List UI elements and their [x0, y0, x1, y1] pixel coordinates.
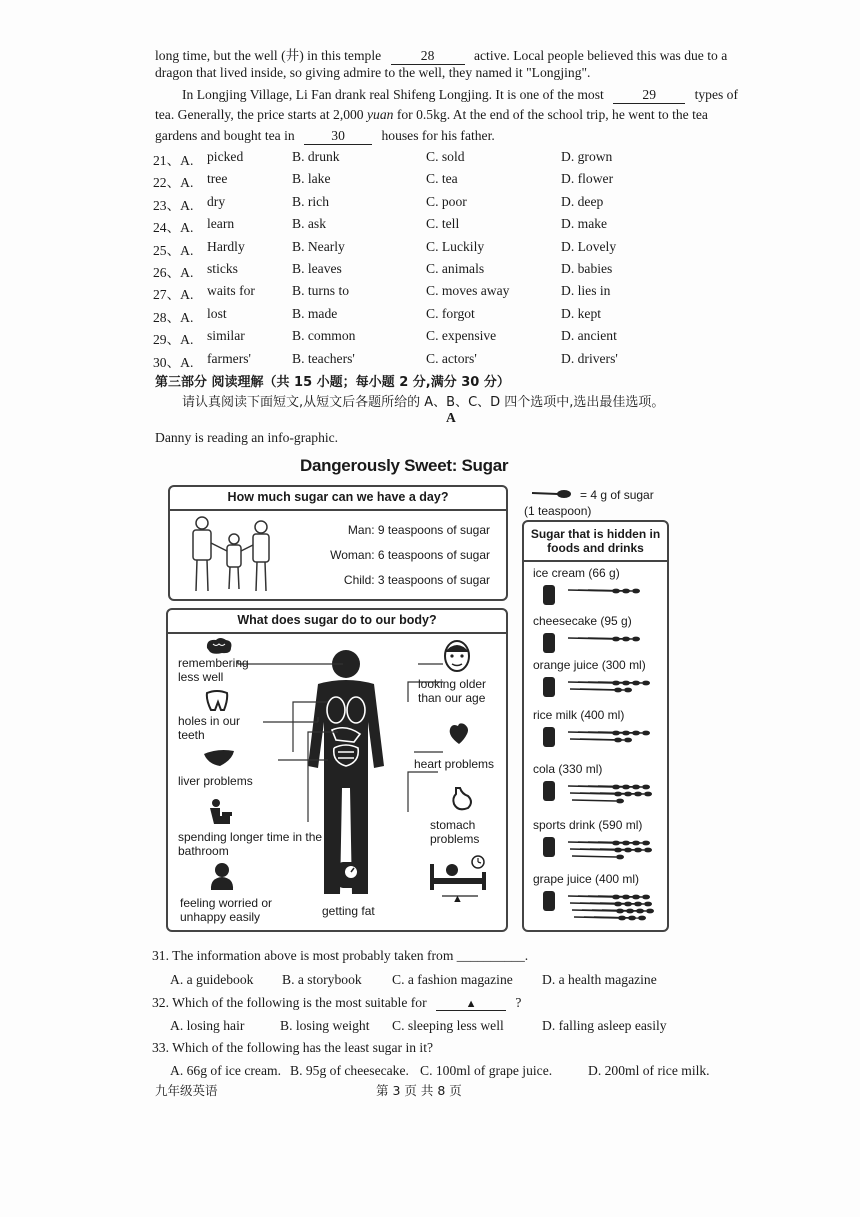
teaspoon-mark [616, 799, 624, 804]
teaspoon-group [566, 892, 658, 926]
teaspoon-mark [598, 842, 642, 843]
part-label: A [446, 410, 456, 425]
option-num: 29、A. [153, 332, 194, 348]
daily-sugar-box [168, 485, 508, 601]
teaspoon-mark [572, 800, 616, 801]
cake-icon [538, 630, 560, 656]
passage-text: active. Local people believed this was due to a [473, 48, 728, 63]
bottle-icon [538, 888, 560, 914]
teaspoon-group [566, 634, 658, 647]
teaspoon-mark [572, 856, 616, 857]
effect-fat: getting fat [322, 904, 375, 918]
teaspoon-mark [638, 916, 646, 921]
option-b: B. turns to [292, 283, 350, 299]
effect-older: looking older than our age [418, 677, 487, 705]
liver-icon [202, 748, 236, 768]
infographic-title: Dangerously Sweet: Sugar [300, 456, 509, 475]
effect-liver: liver problems [178, 774, 253, 788]
q32-option-a: A. losing hair [170, 1018, 245, 1033]
teaspoon-mark [632, 637, 640, 642]
teaspoon-group [566, 586, 658, 599]
blank-28: 28 [391, 48, 465, 65]
option-d: D. deep [561, 193, 604, 209]
passage-text: gardens and bought tea in [155, 128, 295, 143]
q31-option-d: D. a health magazine [542, 972, 657, 987]
option-a: picked [207, 149, 244, 164]
passage-line-4 [155, 107, 708, 123]
q33-option-b: B. 95g of cheesecake. [290, 1063, 409, 1078]
option-c: C. tell [426, 216, 460, 232]
brain-icon [204, 636, 234, 656]
teaspoon-mark [598, 732, 642, 733]
passage-text: types of [694, 87, 739, 102]
blank-29: 29 [613, 87, 685, 104]
blank-mark: ▲ [436, 998, 506, 1011]
teaspoon-mark [642, 895, 650, 900]
option-num: 23、A. [153, 197, 194, 213]
q33-option-d: D. 200ml of rice milk. [588, 1063, 710, 1078]
option-d: D. grown [561, 149, 613, 164]
teaspoon-mark [600, 903, 644, 904]
option-d: D. Lovely [561, 238, 617, 254]
ice-cream-icon [538, 582, 560, 608]
option-b: B. common [292, 328, 356, 344]
tooth-icon [204, 690, 230, 712]
q31-option-c: C. a fashion magazine [392, 972, 513, 987]
option-d: D. ancient [561, 328, 617, 344]
toilet-icon [206, 798, 234, 826]
intro-text: Danny is reading an info-graphic. [155, 430, 339, 445]
teaspoon-mark [642, 785, 650, 790]
question-32 [152, 995, 521, 1011]
passage-text: houses for his father. [381, 128, 495, 143]
blank-30: 30 [304, 128, 372, 145]
q31-option-a: A. a guidebook [170, 972, 254, 987]
option-b: B. made [292, 305, 338, 321]
effect-remembering: remembering less well [178, 656, 249, 684]
option-b: B. rich [292, 193, 329, 209]
teaspoon-mark [624, 738, 632, 743]
carton-icon [538, 724, 560, 750]
option-num: 26、A. [153, 265, 194, 280]
passage-line-1 [155, 44, 727, 65]
option-b: B. ask [292, 216, 326, 232]
worried-person-icon [208, 862, 236, 892]
option-a: lost [207, 305, 227, 321]
effect-heart: heart problems [414, 757, 495, 771]
q31-option-b: B. a storybook [282, 972, 362, 987]
effect-worried: feeling worried or unhappy easily [180, 896, 273, 924]
option-d: D. make [561, 216, 608, 232]
passage-text: long time, but the well (井) in this temple [155, 48, 382, 63]
option-d: D. kept [561, 305, 602, 321]
heart-icon [448, 722, 470, 746]
option-a: learn [207, 216, 235, 232]
teaspoon-mark [580, 739, 624, 740]
section-instruction: 请认真阅读下面短文,从短文后各题所给的 A、B、C、D 四个选项中,选出最佳选项。 [182, 395, 665, 410]
passage-text: for 0.5kg. At the end of the school trip, he went to the tea [396, 107, 708, 122]
option-num: 22、A. [153, 175, 194, 191]
option-a: dry [207, 193, 226, 209]
teaspoon-mark [588, 638, 632, 639]
option-c: C. forgot [426, 305, 475, 321]
sports-bottle-icon [538, 834, 560, 860]
orange-icon [538, 674, 560, 700]
passage-text: In Longjing Village, Li Fan drank real Shifeng Longjing. It is one of the most [182, 87, 604, 102]
teaspoon-mark [624, 688, 632, 693]
option-a: waits for [207, 283, 255, 299]
option-b: B. lake [292, 171, 331, 187]
option-c: C. actors' [426, 350, 477, 366]
option-d: D. babies [561, 261, 613, 276]
option-d: D. lies in [561, 283, 611, 299]
scale-icon [336, 860, 366, 890]
option-a: farmers' [207, 350, 251, 366]
hidden-food-label: cola (330 ml) [533, 762, 603, 776]
option-num: 24、A. [153, 220, 194, 236]
q32-option-b: B. losing weight [280, 1018, 370, 1033]
teaspoon-mark [644, 848, 652, 853]
teaspoon-mark [580, 689, 624, 690]
question-33: 33. Which of the following has the least sugar in it? [152, 1040, 434, 1055]
option-a: tree [207, 171, 228, 187]
option-c: C. expensive [426, 328, 497, 344]
hidden-food-label: rice milk (400 ml) [533, 708, 625, 722]
teaspoon-mark [600, 793, 644, 794]
option-b: B. drunk [292, 149, 340, 164]
teaspoon-group [566, 782, 658, 809]
teaspoon-group [566, 728, 658, 748]
bottle-icon [538, 778, 560, 804]
option-num: 25、A. [153, 242, 194, 258]
teaspoon-mark [644, 792, 652, 797]
body-heading: What does sugar do to our body? [237, 613, 437, 627]
passage-text: tea. Generally, the price starts at 2,000 [155, 107, 364, 122]
option-num: 30、A. [153, 354, 194, 370]
option-c: C. poor [426, 193, 467, 209]
teaspoon-mark [598, 786, 642, 787]
effect-stomach: stomach problems [430, 818, 480, 846]
teaspoon-icon [530, 487, 572, 501]
hidden-sugar-box [522, 520, 669, 932]
hidden-food-label: ice cream (66 g) [533, 566, 620, 580]
q32-option-d: D. falling asleep easily [542, 1018, 667, 1033]
teaspoon-mark [642, 731, 650, 736]
option-c: C. moves away [426, 283, 510, 299]
question-text: 32. Which of the following is the most suitable for [152, 995, 427, 1010]
teaspoon-mark [602, 910, 646, 911]
q33-option-c: C. 100ml of grape juice. [420, 1063, 553, 1078]
passage-line-5 [155, 128, 495, 145]
question-31: 31. The information above is most probably taken from __________. [152, 948, 529, 963]
q32-option-c: C. sleeping less well [392, 1018, 504, 1033]
stomach-icon [448, 786, 474, 814]
option-c: C. animals [426, 261, 485, 276]
teaspoon-mark [644, 902, 652, 907]
teaspoon-mark [616, 855, 624, 860]
woman-amount: Woman: 6 teaspoons of sugar [330, 548, 490, 562]
teaspoon-mark [632, 589, 640, 594]
option-a: Hardly [207, 238, 245, 254]
effect-mark: ▲ [452, 893, 463, 905]
teaspoon-mark [598, 896, 642, 897]
option-c: C. Luckily [426, 238, 485, 254]
option-d: D. flower [561, 171, 614, 187]
teaspoon-note-2: (1 teaspoon) [524, 504, 592, 518]
option-a: sticks [207, 261, 238, 276]
teaspoon-note: = 4 g of sugar [580, 488, 654, 502]
passage-line-2: dragon that lived inside, so giving admire to the well, they named it "Longjing". [155, 65, 591, 80]
effect-bathroom: spending longer time in the bathroom [178, 830, 323, 858]
daily-heading: How much sugar can we have a day? [227, 490, 449, 504]
hidden-food-label: grape juice (400 ml) [533, 872, 640, 886]
teaspoon-mark [588, 590, 632, 591]
teaspoon-mark [600, 849, 644, 850]
q33-option-a: A. 66g of ice cream. [170, 1063, 281, 1078]
option-b: B. leaves [292, 261, 342, 276]
footer-subject: 九年级英语 [155, 1083, 218, 1098]
option-c: C. sold [426, 149, 465, 164]
teaspoon-mark [594, 917, 638, 918]
family-icon [184, 513, 280, 595]
hidden-food-label: orange juice (300 ml) [533, 658, 646, 672]
passage-text: yuan [367, 107, 394, 122]
hidden-heading: Sugar that is hidden in foods and drinks [530, 527, 661, 555]
teaspoon-mark [642, 681, 650, 686]
option-a: similar [207, 328, 245, 344]
child-amount: Child: 3 teaspoons of sugar [343, 573, 490, 587]
option-b: B. teachers' [292, 350, 355, 366]
effect-holes: holes in our teeth [178, 714, 241, 742]
option-num: 28、A. [153, 309, 194, 325]
teaspoon-mark [642, 841, 650, 846]
section-heading: 第三部分 阅读理解（共 15 小题；每小题 2 分,满分 30 分） [155, 375, 510, 390]
footer-page-number: 第 3 页 共 8 页 [376, 1083, 462, 1098]
option-c: C. tea [426, 171, 458, 187]
man-amount: Man: 9 teaspoons of sugar [347, 523, 490, 537]
teaspoon-group [566, 678, 658, 698]
option-b: B. Nearly [292, 238, 345, 254]
hidden-food-label: sports drink (590 ml) [533, 818, 643, 832]
body-effects-box [166, 608, 508, 932]
hidden-food-label: cheesecake (95 g) [533, 614, 632, 628]
teaspoon-group [566, 838, 658, 865]
question-text: ? [515, 995, 522, 1010]
option-num: 27、A. [153, 287, 194, 303]
option-num: 21、A. [153, 153, 194, 168]
passage-line-3 [182, 87, 738, 104]
teaspoon-mark [646, 909, 654, 914]
face-icon [442, 638, 472, 674]
option-d: D. drivers' [561, 350, 618, 366]
teaspoon-mark [598, 682, 642, 683]
